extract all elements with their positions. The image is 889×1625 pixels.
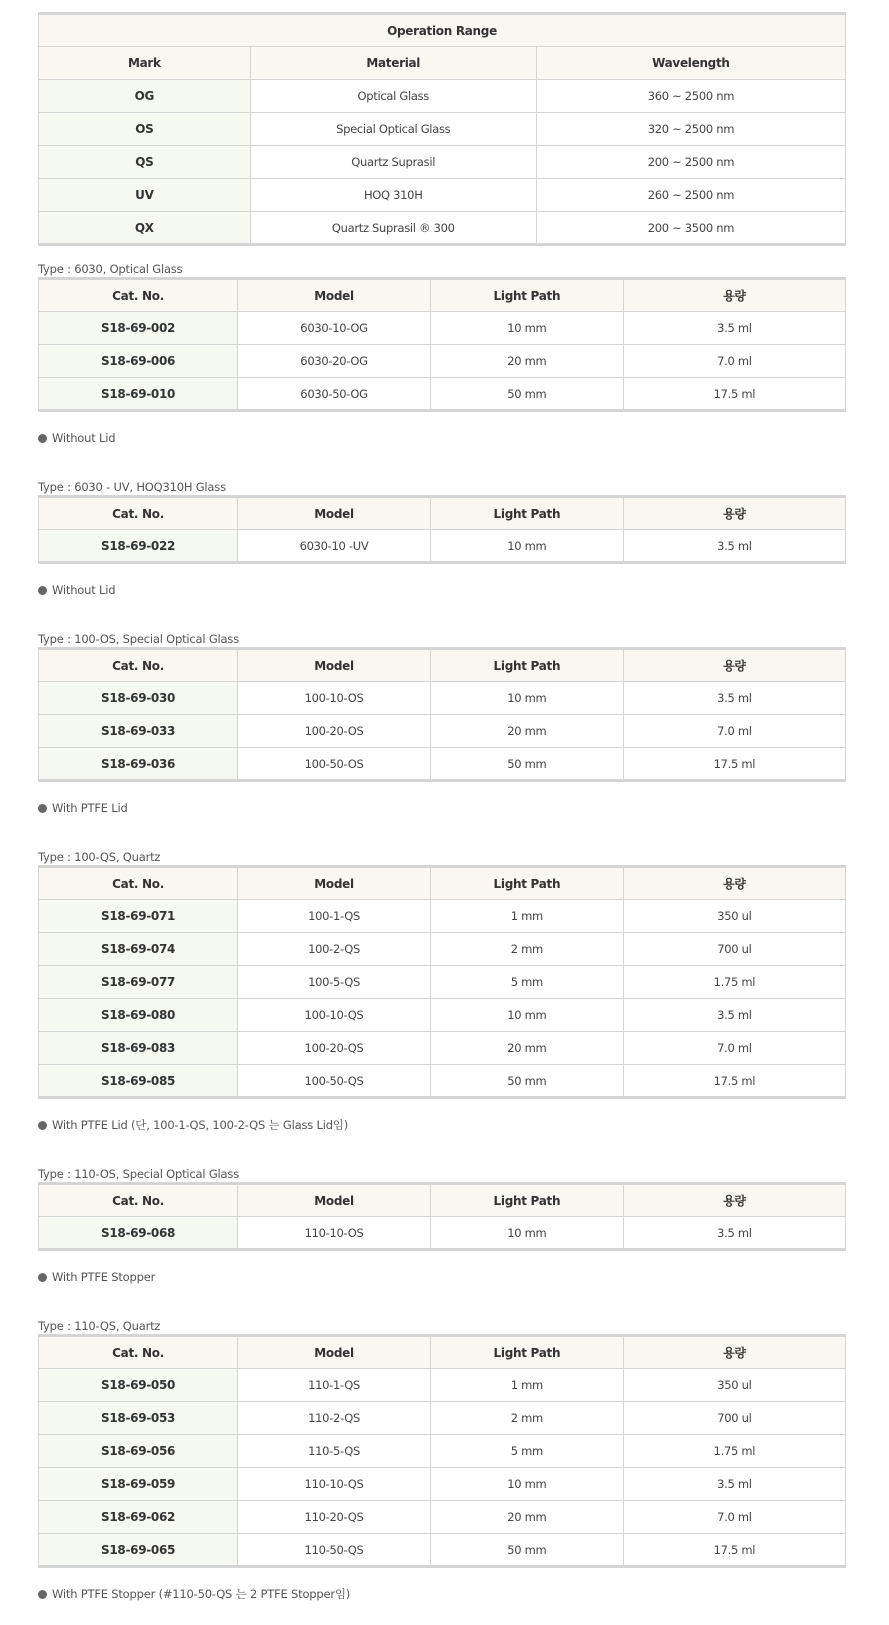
cat-no-cell: S18-69-074 xyxy=(39,933,238,966)
light-path-cell: 20 mm xyxy=(430,1032,623,1065)
table-row xyxy=(39,312,846,345)
light-path-cell: 50 mm xyxy=(430,1534,623,1567)
mark-cell: QS xyxy=(39,146,251,179)
cat-no-cell: S18-69-033 xyxy=(39,715,238,748)
operation-range-title: Operation Range xyxy=(39,14,846,47)
capacity-cell: 350 ul xyxy=(623,900,845,933)
header-model: Model xyxy=(238,867,431,900)
table-row xyxy=(39,933,846,966)
light-path-cell: 50 mm xyxy=(430,378,623,411)
model-cell: 6030-10-OG xyxy=(238,312,431,345)
bullet-icon xyxy=(38,586,47,595)
section-spacer xyxy=(38,1133,846,1151)
light-path-cell: 20 mm xyxy=(430,715,623,748)
model-cell: 6030-50-OG xyxy=(238,378,431,411)
header-light-path: Light Path xyxy=(430,497,623,530)
cat-no-cell: S18-69-056 xyxy=(39,1435,238,1468)
header-model: Model xyxy=(238,1184,431,1217)
model-cell: 100-20-QS xyxy=(238,1032,431,1065)
section-spacer xyxy=(38,446,846,464)
section-note xyxy=(38,800,846,816)
section-title: Type : 6030, Optical Glass xyxy=(38,262,183,276)
section-note xyxy=(38,430,846,446)
section-spacer xyxy=(38,598,846,616)
material-cell: Special Optical Glass xyxy=(250,113,536,146)
header-capacity: 용량 xyxy=(623,649,845,682)
model-cell: 110-10-OS xyxy=(238,1217,431,1250)
cat-no-cell: S18-69-085 xyxy=(39,1065,238,1098)
model-cell: 110-10-QS xyxy=(238,1468,431,1501)
operation-range-table xyxy=(38,12,846,246)
light-path-cell: 20 mm xyxy=(430,1501,623,1534)
header-cat-no: Cat. No. xyxy=(39,279,238,312)
light-path-cell: 1 mm xyxy=(430,900,623,933)
table-row xyxy=(39,1501,846,1534)
table-row xyxy=(39,146,846,179)
cat-no-cell: S18-69-010 xyxy=(39,378,238,411)
capacity-cell: 1.75 ml xyxy=(623,1435,845,1468)
capacity-cell: 3.5 ml xyxy=(623,1468,845,1501)
model-cell: 110-5-QS xyxy=(238,1435,431,1468)
section-note xyxy=(38,1117,846,1133)
note-text: Without Lid xyxy=(52,583,116,597)
cat-no-cell: S18-69-077 xyxy=(39,966,238,999)
product-table xyxy=(38,647,846,782)
table-row xyxy=(39,1065,846,1098)
light-path-cell: 10 mm xyxy=(430,530,623,563)
header-cat-no: Cat. No. xyxy=(39,867,238,900)
light-path-cell: 10 mm xyxy=(430,1468,623,1501)
product-table xyxy=(38,1182,846,1251)
note-text: With PTFE Stopper (#110-50-QS 는 2 PTFE Stopper임) xyxy=(52,1587,351,1601)
table-row xyxy=(39,1369,846,1402)
light-path-cell: 2 mm xyxy=(430,933,623,966)
material-cell: Optical Glass xyxy=(250,80,536,113)
capacity-cell: 3.5 ml xyxy=(623,312,845,345)
capacity-cell: 17.5 ml xyxy=(623,1534,845,1567)
cat-no-cell: S18-69-071 xyxy=(39,900,238,933)
capacity-cell: 700 ul xyxy=(623,933,845,966)
header-capacity: 용량 xyxy=(623,279,845,312)
cat-no-cell: S18-69-083 xyxy=(39,1032,238,1065)
capacity-cell: 700 ul xyxy=(623,1402,845,1435)
capacity-cell: 3.5 ml xyxy=(623,1217,845,1250)
wavelength-cell: 260 ~ 2500 nm xyxy=(536,179,845,212)
header-model: Model xyxy=(238,1336,431,1369)
bullet-icon xyxy=(38,804,47,813)
light-path-cell: 20 mm xyxy=(430,345,623,378)
table-row xyxy=(39,113,846,146)
cat-no-cell: S18-69-053 xyxy=(39,1402,238,1435)
model-cell: 100-20-OS xyxy=(238,715,431,748)
header-wavelength: Wavelength xyxy=(536,47,845,80)
model-cell: 100-1-QS xyxy=(238,900,431,933)
capacity-cell: 7.0 ml xyxy=(623,715,845,748)
header-model: Model xyxy=(238,279,431,312)
table-row xyxy=(39,748,846,781)
model-cell: 100-50-OS xyxy=(238,748,431,781)
header-material: Material xyxy=(250,47,536,80)
mark-cell: QX xyxy=(39,212,251,245)
header-light-path: Light Path xyxy=(430,867,623,900)
model-cell: 100-10-QS xyxy=(238,999,431,1032)
model-cell: 110-1-QS xyxy=(238,1369,431,1402)
material-cell: Quartz Suprasil xyxy=(250,146,536,179)
header-capacity: 용량 xyxy=(623,497,845,530)
capacity-cell: 7.0 ml xyxy=(623,345,845,378)
model-cell: 110-2-QS xyxy=(238,1402,431,1435)
light-path-cell: 5 mm xyxy=(430,1435,623,1468)
light-path-cell: 10 mm xyxy=(430,312,623,345)
table-row xyxy=(39,212,846,245)
header-capacity: 용량 xyxy=(623,867,845,900)
table-row xyxy=(39,1402,846,1435)
mark-cell: OG xyxy=(39,80,251,113)
bullet-icon xyxy=(38,1273,47,1282)
light-path-cell: 5 mm xyxy=(430,966,623,999)
table-row xyxy=(39,1435,846,1468)
note-text: With PTFE Stopper xyxy=(52,1270,156,1284)
wavelength-cell: 360 ~ 2500 nm xyxy=(536,80,845,113)
header-mark: Mark xyxy=(39,47,251,80)
cat-no-cell: S18-69-022 xyxy=(39,530,238,563)
table-row xyxy=(39,1032,846,1065)
table-row xyxy=(39,179,846,212)
light-path-cell: 1 mm xyxy=(430,1369,623,1402)
section-title: Type : 110-OS, Special Optical Glass xyxy=(38,1167,239,1181)
model-cell: 110-50-QS xyxy=(238,1534,431,1567)
product-table xyxy=(38,1334,846,1568)
note-text: With PTFE Lid (단, 100-1-QS, 100-2-QS 는 Glass Lid임) xyxy=(52,1118,349,1132)
cat-no-cell: S18-69-002 xyxy=(39,312,238,345)
cat-no-cell: S18-69-068 xyxy=(39,1217,238,1250)
section-spacer xyxy=(38,1285,846,1303)
capacity-cell: 17.5 ml xyxy=(623,1065,845,1098)
section-note xyxy=(38,1269,846,1285)
header-model: Model xyxy=(238,649,431,682)
bullet-icon xyxy=(38,434,47,443)
capacity-cell: 1.75 ml xyxy=(623,966,845,999)
model-cell: 110-20-QS xyxy=(238,1501,431,1534)
table-row xyxy=(39,1468,846,1501)
capacity-cell: 3.5 ml xyxy=(623,682,845,715)
model-cell: 100-5-QS xyxy=(238,966,431,999)
cat-no-cell: S18-69-030 xyxy=(39,682,238,715)
product-table xyxy=(38,277,846,412)
material-cell: HOQ 310H xyxy=(250,179,536,212)
section-note xyxy=(38,582,846,598)
light-path-cell: 50 mm xyxy=(430,1065,623,1098)
capacity-cell: 17.5 ml xyxy=(623,748,845,781)
header-cat-no: Cat. No. xyxy=(39,1336,238,1369)
cat-no-cell: S18-69-050 xyxy=(39,1369,238,1402)
header-light-path: Light Path xyxy=(430,1184,623,1217)
capacity-cell: 3.5 ml xyxy=(623,530,845,563)
note-text: With PTFE Lid xyxy=(52,801,128,815)
section-spacer xyxy=(38,816,846,834)
bullet-icon xyxy=(38,1121,47,1130)
note-text: Without Lid xyxy=(52,431,116,445)
header-capacity: 용량 xyxy=(623,1184,845,1217)
product-table xyxy=(38,495,846,564)
table-row xyxy=(39,530,846,563)
header-capacity: 용량 xyxy=(623,1336,845,1369)
cat-no-cell: S18-69-065 xyxy=(39,1534,238,1567)
table-row xyxy=(39,966,846,999)
header-light-path: Light Path xyxy=(430,1336,623,1369)
capacity-cell: 7.0 ml xyxy=(623,1032,845,1065)
model-cell: 100-50-QS xyxy=(238,1065,431,1098)
header-cat-no: Cat. No. xyxy=(39,649,238,682)
table-row xyxy=(39,345,846,378)
wavelength-cell: 200 ~ 2500 nm xyxy=(536,146,845,179)
light-path-cell: 50 mm xyxy=(430,748,623,781)
light-path-cell: 10 mm xyxy=(430,682,623,715)
cat-no-cell: S18-69-006 xyxy=(39,345,238,378)
table-row xyxy=(39,1534,846,1567)
light-path-cell: 10 mm xyxy=(430,999,623,1032)
table-row xyxy=(39,1217,846,1250)
section-title: Type : 6030 - UV, HOQ310H Glass xyxy=(38,480,226,494)
capacity-cell: 3.5 ml xyxy=(623,999,845,1032)
header-light-path: Light Path xyxy=(430,279,623,312)
light-path-cell: 10 mm xyxy=(430,1217,623,1250)
section-title: Type : 100-OS, Special Optical Glass xyxy=(38,632,239,646)
material-cell: Quartz Suprasil ® 300 xyxy=(250,212,536,245)
table-row xyxy=(39,900,846,933)
wavelength-cell: 320 ~ 2500 nm xyxy=(536,113,845,146)
table-row xyxy=(39,999,846,1032)
cat-no-cell: S18-69-080 xyxy=(39,999,238,1032)
table-row xyxy=(39,378,846,411)
capacity-cell: 17.5 ml xyxy=(623,378,845,411)
section-title: Type : 110-QS, Quartz xyxy=(38,1319,161,1333)
cat-no-cell: S18-69-062 xyxy=(39,1501,238,1534)
header-light-path: Light Path xyxy=(430,649,623,682)
capacity-cell: 350 ul xyxy=(623,1369,845,1402)
header-cat-no: Cat. No. xyxy=(39,497,238,530)
section-title: Type : 100-QS, Quartz xyxy=(38,850,161,864)
model-cell: 6030-10 -UV xyxy=(238,530,431,563)
table-row xyxy=(39,80,846,113)
product-spec-document xyxy=(38,12,846,1602)
header-cat-no: Cat. No. xyxy=(39,1184,238,1217)
mark-cell: OS xyxy=(39,113,251,146)
capacity-cell: 7.0 ml xyxy=(623,1501,845,1534)
table-row xyxy=(39,682,846,715)
mark-cell: UV xyxy=(39,179,251,212)
cat-no-cell: S18-69-059 xyxy=(39,1468,238,1501)
model-cell: 100-2-QS xyxy=(238,933,431,966)
product-table xyxy=(38,865,846,1099)
product-sections xyxy=(38,261,846,1602)
header-model: Model xyxy=(238,497,431,530)
wavelength-cell: 200 ~ 3500 nm xyxy=(536,212,845,245)
cat-no-cell: S18-69-036 xyxy=(39,748,238,781)
model-cell: 6030-20-OG xyxy=(238,345,431,378)
bullet-icon xyxy=(38,1590,47,1599)
model-cell: 100-10-OS xyxy=(238,682,431,715)
section-note xyxy=(38,1586,846,1602)
light-path-cell: 2 mm xyxy=(430,1402,623,1435)
table-row xyxy=(39,715,846,748)
